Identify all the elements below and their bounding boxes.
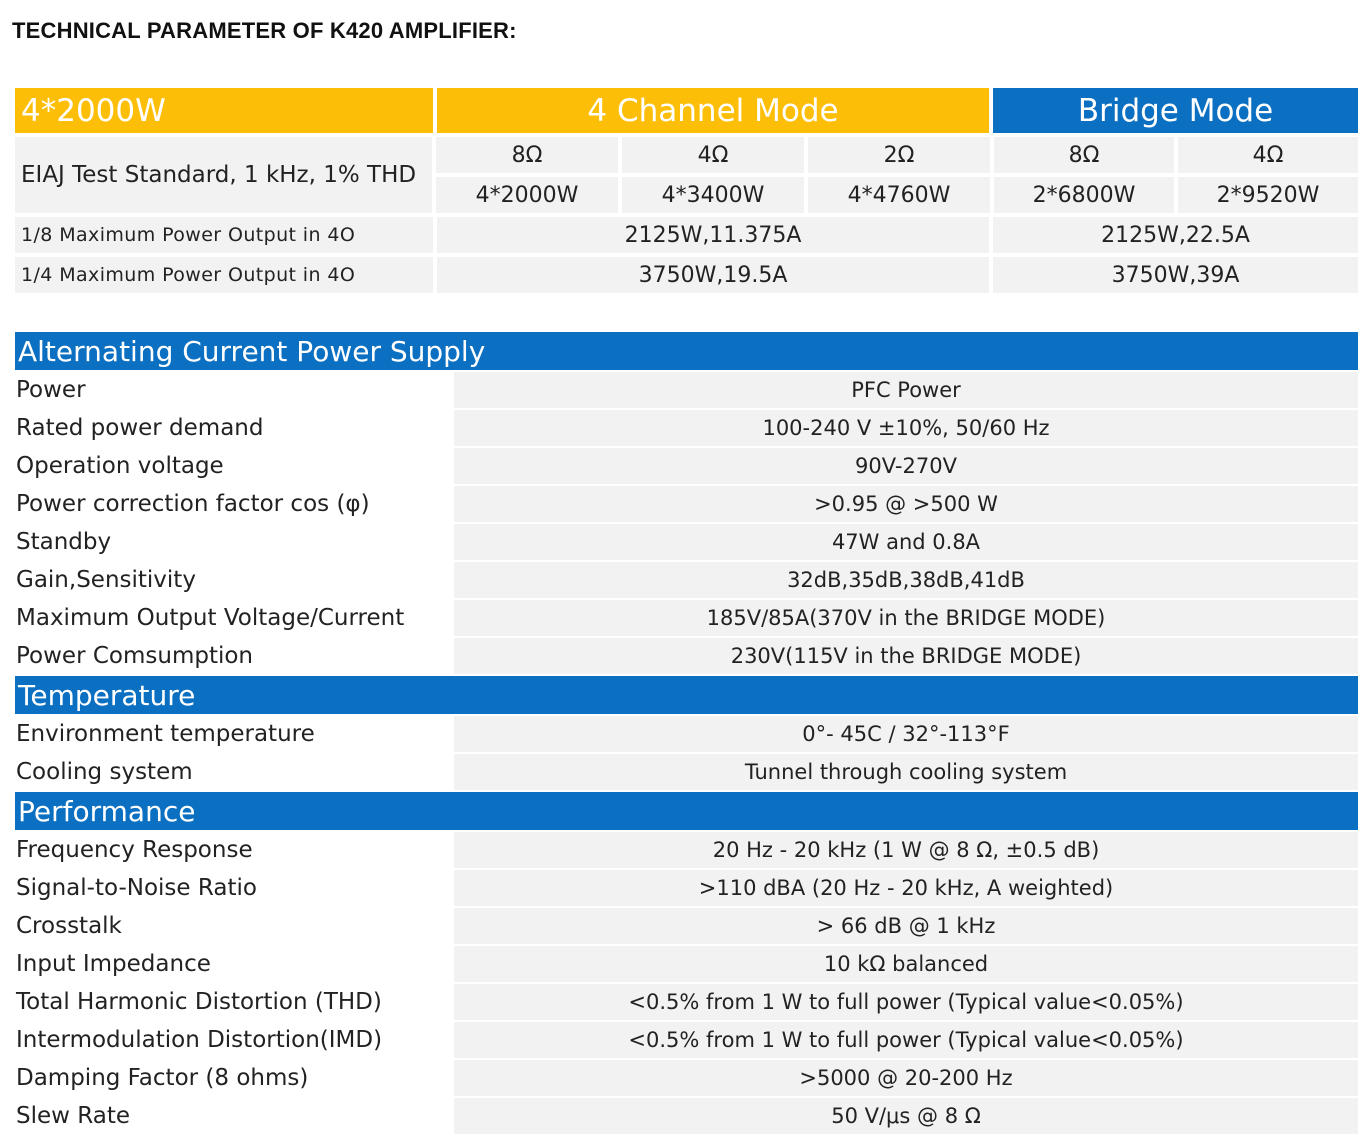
row-label: Standby [15, 524, 450, 560]
section-header-ac: Alternating Current Power Supply [15, 332, 1358, 370]
bridge-impedance-8-ohm: 8Ω [994, 137, 1174, 173]
row-value: 10 kΩ balanced [454, 946, 1358, 982]
row-value: 32dB,35dB,38dB,41dB [454, 562, 1358, 598]
row-label: Maximum Output Voltage/Current [15, 600, 450, 636]
bridge-output-8-ohm: 2*6800W [994, 177, 1174, 213]
row-value: >0.95 @ >500 W [454, 486, 1358, 522]
spec-table [15, 332, 1358, 1136]
model-header: 4*2000W [15, 88, 433, 133]
table-row [15, 486, 1358, 522]
table-row [15, 1098, 1358, 1134]
test-standard-label: EIAJ Test Standard, 1 kHz, 1% THD [15, 137, 432, 213]
row-value: 90V-270V [454, 448, 1358, 484]
row-value: 50 V/μs @ 8 Ω [454, 1098, 1358, 1134]
row-value: 185V/85A(370V in the BRIDGE MODE) [454, 600, 1358, 636]
row-value: 47W and 0.8A [454, 524, 1358, 560]
row-value: 230V(115V in the BRIDGE MODE) [454, 638, 1358, 674]
table-row [15, 908, 1358, 944]
row-label: Rated power demand [15, 410, 450, 446]
row-value: >110 dBA (20 Hz - 20 kHz, A weighted) [454, 870, 1358, 906]
table-row [15, 1022, 1358, 1058]
eighth-power-channel: 2125W,11.375A [437, 217, 989, 253]
impedance-2-ohm: 2Ω [808, 137, 990, 173]
table-row [15, 754, 1358, 790]
row-label: Signal-to-Noise Ratio [15, 870, 450, 906]
table-row [15, 448, 1358, 484]
row-value: >5000 @ 20-200 Hz [454, 1060, 1358, 1096]
section-header-performance: Performance [15, 792, 1358, 830]
table-row [15, 524, 1358, 560]
row-label: Gain,Sensitivity [15, 562, 450, 598]
quarter-power-label: 1/4 Maximum Power Output in 4O [15, 257, 433, 293]
output-8-ohm: 4*2000W [436, 177, 618, 213]
row-label: Damping Factor (8 ohms) [15, 1060, 450, 1096]
table-row [15, 946, 1358, 982]
row-label: Power [15, 372, 450, 408]
table-row [15, 870, 1358, 906]
row-value: 100-240 V ±10%, 50/60 Hz [454, 410, 1358, 446]
table-row [15, 716, 1358, 752]
eighth-power-bridge: 2125W,22.5A [993, 217, 1358, 253]
table-row [15, 832, 1358, 868]
table-row [15, 410, 1358, 446]
row-label: Power Comsumption [15, 638, 450, 674]
row-label: Cooling system [15, 754, 450, 790]
impedance-8-ohm: 8Ω [436, 137, 618, 173]
bridge-output-4-ohm: 2*9520W [1178, 177, 1358, 213]
row-value: <0.5% from 1 W to full power (Typical value<0.05%) [454, 1022, 1358, 1058]
eighth-power-label: 1/8 Maximum Power Output in 4O [15, 217, 433, 253]
table-row [15, 372, 1358, 408]
row-label: Power correction factor cos (φ) [15, 486, 450, 522]
row-label: Frequency Response [15, 832, 450, 868]
row-label: Slew Rate [15, 1098, 450, 1134]
section-header-temperature: Temperature [15, 676, 1358, 714]
table-row [15, 600, 1358, 636]
row-label: Environment temperature [15, 716, 450, 752]
row-label: Total Harmonic Distortion (THD) [15, 984, 450, 1020]
row-label: Crosstalk [15, 908, 450, 944]
channel-mode-header: 4 Channel Mode [437, 88, 989, 133]
row-value: <0.5% from 1 W to full power (Typical value<0.05%) [454, 984, 1358, 1020]
table-row [15, 638, 1358, 674]
output-4-ohm: 4*3400W [622, 177, 804, 213]
row-label: Input Impedance [15, 946, 450, 982]
row-label: Intermodulation Distortion(IMD) [15, 1022, 450, 1058]
row-value: 20 Hz - 20 kHz (1 W @ 8 Ω, ±0.5 dB) [454, 832, 1358, 868]
table-row [15, 1060, 1358, 1096]
row-value: 0°- 45C / 32°-113°F [454, 716, 1358, 752]
row-value: PFC Power [454, 372, 1358, 408]
table-row [15, 562, 1358, 598]
table-row [15, 984, 1358, 1020]
page-title: TECHNICAL PARAMETER OF K420 AMPLIFIER: [12, 18, 517, 43]
bridge-mode-header: Bridge Mode [993, 88, 1358, 133]
bridge-impedance-4-ohm: 4Ω [1178, 137, 1358, 173]
row-label: Operation voltage [15, 448, 450, 484]
output-2-ohm: 4*4760W [808, 177, 990, 213]
power-output-table [15, 88, 1358, 297]
impedance-4-ohm: 4Ω [622, 137, 804, 173]
quarter-power-channel: 3750W,19.5A [437, 257, 989, 293]
row-value: Tunnel through cooling system [454, 754, 1358, 790]
quarter-power-bridge: 3750W,39A [993, 257, 1358, 293]
row-value: > 66 dB @ 1 kHz [454, 908, 1358, 944]
